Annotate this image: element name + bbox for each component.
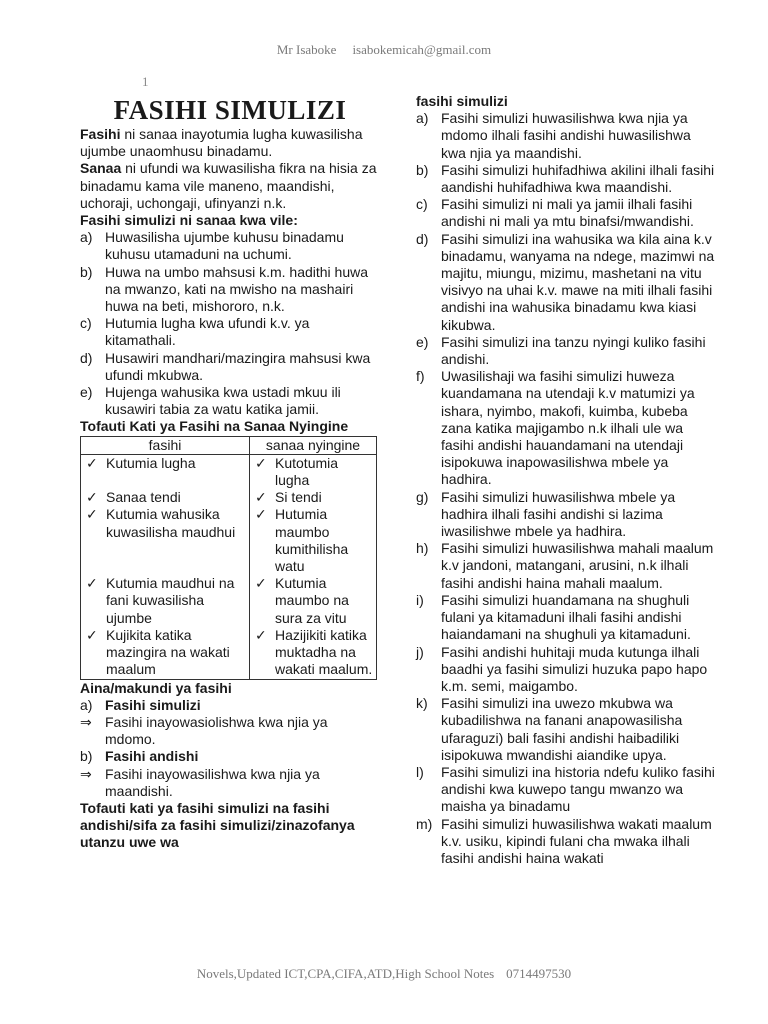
table-header-sanaa: sanaa nyingine (250, 436, 377, 454)
cell-text: Kujikita katika mazingira na wakati maalum (106, 626, 230, 678)
list-marker: k) (416, 695, 428, 712)
list-item (416, 162, 716, 196)
list-text: Fasihi simulizi huwasilishwa wakati maalum k.v. usiku, kipindi fulani cha mwaka ilhali fasihi andishi haina wakati (441, 815, 712, 866)
list-text: Fasihi simulizi ni mali ya jamii ilhali fasihi andishi ni mali ya mtu binafsi/mwandishi. (441, 196, 694, 230)
list-text: Fasihi simulizi ina uwezo mkubwa wa kubadilishwa na fanani anapowasilisha ufaraguzi) bali fasihi andishi haibadiliki isipokuwa mwandishi aiandike upya. (441, 695, 683, 763)
type-desc-text: Fasihi inayowasiolishwa kwa njia ya mdomo. (105, 713, 328, 748)
type-item (80, 697, 380, 714)
table-cell (81, 627, 250, 679)
list-marker: c) (416, 196, 428, 213)
list-marker: f) (416, 368, 425, 385)
check-icon: ✓ (255, 506, 267, 523)
list-marker: d) (80, 349, 93, 366)
list-text: Fasihi simulizi ina tanzu nyingi kuliko fasihi andishi. (441, 333, 706, 368)
type-name: Fasihi andishi (105, 748, 199, 765)
arrow-icon: ⇒ (80, 765, 92, 782)
cell-text: Kutumia wahusika kuwasilisha maudhui (106, 506, 236, 540)
list-text: Huwasilisha ujumbe kuhusu binadamu kuhusu utamaduni na uchumi. (105, 229, 344, 263)
list-marker: d) (416, 230, 429, 247)
table-cell (250, 506, 377, 575)
list-item (80, 264, 380, 316)
list-text: Uwasilishaji wa fasihi simulizi huweza kuandamana na utendaji k.v matumizi ya ishara, nyimbo, makofi, kuimba, kubeba zana katika majigambo n.k ilhali ule wa fasihi andishi hauandamani na utendaji isipokuwa inapowasilishwa mbele ya hadhira. (441, 368, 695, 488)
list-marker: j) (416, 643, 424, 660)
list-item (416, 196, 716, 230)
cell-text: Kutotumia lugha (275, 454, 339, 489)
table-cell (81, 575, 250, 627)
table-row (81, 627, 377, 679)
list-marker: a) (80, 229, 93, 246)
page-header (0, 42, 768, 58)
list-text: Husawiri mandhari/mazingira mahsusi kwa ufundi mkubwa. (105, 349, 371, 383)
list-text: Hujenga wahusika kwa ustadi mkuu ili kusawiri tabia za watu katika jamii. (105, 384, 341, 418)
table-row (81, 454, 377, 489)
author-email: isabokemicah@gmail.com (352, 42, 492, 57)
type-description (80, 714, 380, 748)
section-heading-3: Aina/makundi ya fasihi (80, 679, 232, 696)
page-number: 1 (142, 74, 149, 89)
type-description (80, 766, 380, 800)
check-icon: ✓ (255, 489, 267, 506)
footer-phone: 0714497530 (506, 966, 572, 981)
list-text: Huwa na umbo mahsusi k.m. hadithi huwa na mwanzo, kati na mwisho na mashairi huwa na beti, mishororo, n.k. (105, 263, 369, 315)
section-heading-2: Tofauti Kati ya Fasihi na Sanaa Nyingine (80, 418, 349, 435)
list-marker: b) (80, 263, 93, 280)
table-header-fasihi: fasihi (81, 436, 250, 454)
list-text: Fasihi simulizi huwasilishwa mbele ya hadhira ilhali fasihi andishi si lazima iwasilishwe mbele ya hadhira. (441, 488, 676, 540)
list-marker: l) (416, 763, 424, 780)
list-item (80, 384, 380, 418)
list-item (80, 350, 380, 384)
list-item (80, 229, 380, 263)
type-desc-text: Fasihi inayowasilishwa kwa njia ya maandishi. (105, 765, 320, 799)
list-marker: g) (416, 488, 429, 505)
footer-text: Novels,Updated ICT,CPA,CIFA,ATD,High School Notes (196, 966, 495, 981)
list-item (416, 368, 716, 488)
list-item (416, 764, 716, 816)
comparison-table (80, 436, 377, 680)
list-text: Fasihi andishi huhitaji muda kutunga ilhali baadhi ya fasihi simulizi huzuka papo hapo k.m. semi, maigambo. (441, 643, 708, 694)
table-cell (81, 506, 250, 575)
list-marker: a) (416, 110, 429, 127)
section-heading-1: Fasihi simulizi ni sanaa kwa vile: (80, 212, 298, 229)
list-item (80, 315, 380, 349)
list-text: Fasihi simulizi huwasilishwa kwa njia ya mdomo ilhali fasihi andishi huwasilishwa kwa njia ya maandishi. (441, 110, 691, 161)
check-icon: ✓ (86, 575, 98, 592)
table-cell (250, 454, 377, 489)
differences-list (416, 110, 716, 867)
list-marker: e) (80, 384, 93, 401)
cell-text: Kutumia maumbo na sura za vitu (275, 575, 349, 626)
type-name: Fasihi simulizi (105, 696, 201, 713)
table-cell (81, 489, 250, 506)
sanaa-definition-text: ni ufundi wa kuwasilisha fikra na hisia za binadamu kama vile maneno, maandishi, uchoraji, uchongaji, ufinyanzi n.k. (80, 160, 377, 211)
list-item (416, 695, 716, 764)
list-marker: i) (416, 591, 424, 608)
fasihi-term: Fasihi (80, 126, 121, 142)
list-marker: b) (80, 748, 93, 765)
right-heading: fasihi simulizi (416, 93, 508, 109)
table-cell (250, 575, 377, 627)
table-row (81, 575, 377, 627)
check-icon: ✓ (255, 454, 267, 471)
table-header-row (81, 436, 377, 454)
list-text: Hutumia lugha kwa ufundi k.v. ya kitamathali. (105, 315, 310, 349)
page-title: FASIHI SIMULIZI (113, 95, 347, 125)
list-item (416, 816, 716, 868)
arrow-icon: ⇒ (80, 713, 92, 730)
section-heading-4: Tofauti kati ya fasihi simulizi na fasihi andishi/sifa za fasihi simulizi/zinazofanya utanzu uwe wa (80, 799, 355, 851)
list-item (416, 110, 716, 162)
list-item (416, 540, 716, 592)
check-icon: ✓ (86, 506, 98, 523)
check-icon: ✓ (86, 454, 98, 471)
list-text: Fasihi simulizi huwasilishwa mahali maalum k.v jandoni, matangani, arusini, n.k ilhali fasihi andishi haina mahali maalum. (441, 540, 714, 591)
table-row (81, 489, 377, 506)
author-name: Mr Isaboke (276, 42, 337, 57)
fasihi-definition-text: ni sanaa inayotumia lugha kuwasilisha ujumbe unaomhusu binadamu. (80, 126, 363, 160)
list-marker: a) (80, 696, 93, 713)
list-item (416, 489, 716, 541)
list-marker: c) (80, 315, 92, 332)
list-marker: e) (416, 333, 429, 350)
list-item (416, 644, 716, 696)
table-cell (250, 489, 377, 506)
fasihi-definition (80, 126, 380, 160)
left-column (80, 94, 380, 852)
check-icon: ✓ (86, 489, 98, 506)
list-text: Fasihi simulizi huandamana na shughuli fulani ya kitamaduni ilhali fasihi andishi haiandamani na shughuli ya kitamaduni. (441, 591, 691, 643)
check-icon: ✓ (255, 575, 267, 592)
cell-text: Kutumia maudhui na fani kuwasilisha ujumbe (106, 575, 235, 626)
table-cell (81, 454, 250, 489)
reasons-list (80, 229, 380, 418)
type-item (80, 748, 380, 765)
cell-text: Kutumia lugha (106, 454, 196, 471)
list-item (416, 334, 716, 368)
check-icon: ✓ (86, 626, 98, 643)
sanaa-definition (80, 160, 380, 212)
list-marker: b) (416, 161, 429, 178)
table-row (81, 506, 377, 575)
right-column (416, 93, 716, 867)
list-marker: m) (416, 815, 433, 832)
list-text: Fasihi simulizi ina wahusika wa kila aina k.v binadamu, wanyama na ndege, mazimwi na majitu, miungu, mizimu, mashetani na vitu visivyo na uhai k.v. mawe na miti ilhali fasihi andishi ina wahusika binadamu kwa kiasi kikubwa. (441, 230, 715, 333)
fasihi-types (80, 697, 380, 800)
sanaa-term: Sanaa (80, 160, 122, 177)
cell-text: Hazijikiti katika muktadha na wakati maalum. (275, 626, 373, 678)
cell-text: Si tendi (275, 489, 322, 506)
list-item (416, 231, 716, 334)
list-text: Fasihi simulizi ina historia ndefu kuliko fasihi andishi kwa kuwepo tangu mwanzo wa maisha ya binadamu (441, 763, 715, 815)
list-item (416, 592, 716, 644)
table-cell (250, 627, 377, 679)
cell-text: Sanaa tendi (106, 489, 181, 506)
check-icon: ✓ (255, 626, 267, 643)
cell-text: Hutumia maumbo kumithilisha watu (275, 506, 349, 575)
list-marker: h) (416, 540, 429, 557)
list-text: Fasihi simulizi huhifadhiwa akilini ilhali fasihi aandishi huhifadhiwa kwa maandishi. (441, 161, 715, 196)
page-footer (0, 966, 768, 982)
